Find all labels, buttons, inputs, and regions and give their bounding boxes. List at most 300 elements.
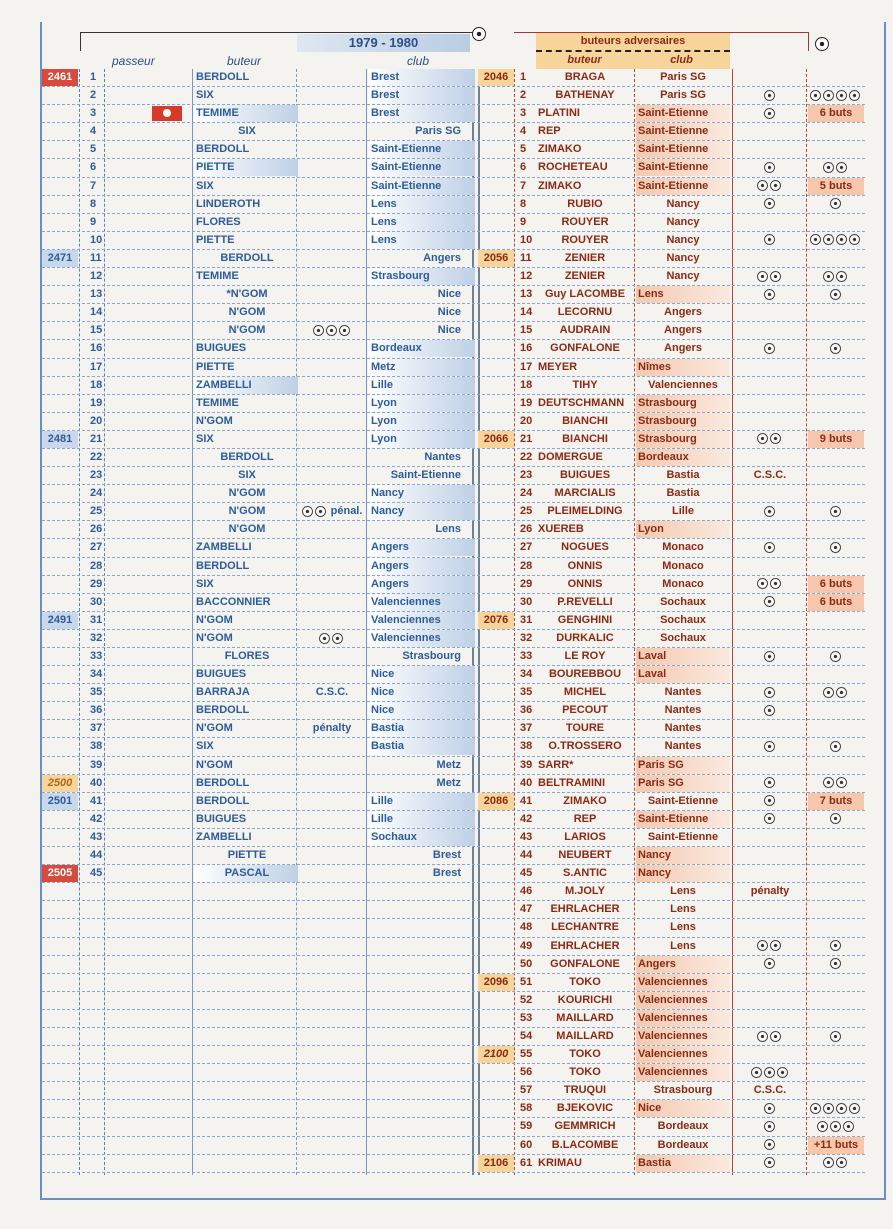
scorer-name: *N'GOM bbox=[226, 288, 268, 301]
conceded-index: 15 bbox=[520, 324, 533, 337]
season-total bbox=[808, 1046, 864, 1063]
opponent-scorer-club: Lens bbox=[670, 939, 696, 952]
table-row bbox=[42, 413, 865, 431]
football-icon bbox=[764, 343, 775, 354]
conceded-note bbox=[734, 232, 806, 249]
scorer-name: BUIGUES bbox=[196, 668, 247, 681]
goal-note bbox=[299, 738, 365, 755]
goal-note bbox=[299, 594, 365, 611]
goal-note bbox=[299, 377, 365, 394]
conceded-total-number: 2066 bbox=[478, 431, 514, 448]
col-header-buteur: buteur bbox=[227, 54, 262, 68]
conceded-index: 20 bbox=[520, 414, 533, 427]
opponent-club: Lille bbox=[368, 377, 475, 394]
football-icon bbox=[332, 633, 343, 644]
opponent-scorer-name: MARCIALIS bbox=[554, 487, 616, 500]
goal-note bbox=[299, 178, 365, 195]
conceded-note bbox=[734, 666, 806, 683]
col-header-club: club bbox=[407, 54, 430, 68]
goal-note bbox=[299, 250, 365, 267]
opponent-scorer-club: Paris SG bbox=[660, 71, 706, 83]
conceded-note bbox=[734, 105, 806, 122]
opponent-scorer-name: O.TROSSERO bbox=[548, 740, 622, 753]
goal-note bbox=[299, 485, 365, 502]
season-total bbox=[808, 1064, 864, 1081]
scorer-name: PIETTE bbox=[194, 159, 298, 176]
season-total bbox=[808, 883, 864, 900]
season-total bbox=[808, 87, 864, 104]
opponent-scorer-club: Angers bbox=[664, 306, 702, 319]
scorer-name: N'GOM bbox=[196, 758, 233, 771]
opponent-club: Saint-Etienne bbox=[368, 141, 475, 158]
football-icon bbox=[764, 777, 775, 788]
conceded-index: 35 bbox=[520, 686, 533, 699]
season-total bbox=[808, 232, 864, 249]
opponent-scorer-club: Nancy bbox=[666, 270, 700, 283]
goal-note bbox=[299, 612, 365, 629]
table-row bbox=[42, 901, 865, 919]
scorer-name: BERDOLL bbox=[196, 143, 250, 156]
goal-index: 35 bbox=[90, 686, 103, 699]
football-icon bbox=[764, 234, 775, 245]
table-row bbox=[42, 87, 865, 105]
conceded-note bbox=[734, 1100, 806, 1117]
table-row bbox=[42, 196, 865, 214]
opponent-scorer-name: Guy LACOMBE bbox=[544, 288, 626, 301]
table-row bbox=[42, 666, 865, 684]
season-total bbox=[808, 956, 864, 973]
scorer-name: N'GOM bbox=[228, 306, 266, 319]
season-total bbox=[808, 1155, 864, 1172]
opponent-scorer-name: RUBIO bbox=[567, 197, 603, 210]
conceded-total-number: 2056 bbox=[478, 250, 514, 267]
football-icon bbox=[764, 506, 775, 517]
football-icon bbox=[830, 542, 841, 553]
conceded-note bbox=[734, 250, 806, 267]
table-row bbox=[42, 1100, 865, 1118]
conceded-index: 12 bbox=[520, 270, 533, 283]
opponent-scorer-name: DURKALIC bbox=[556, 631, 614, 644]
opponent-scorers-title: buteurs adversaires bbox=[536, 33, 730, 52]
conceded-index: 9 bbox=[520, 215, 527, 228]
football-icon bbox=[315, 506, 326, 517]
season-total bbox=[808, 214, 864, 231]
opponent-scorer-name: GEMMRICH bbox=[554, 1120, 616, 1133]
conceded-index: 21 bbox=[520, 432, 533, 445]
football-icon bbox=[757, 180, 768, 191]
goal-note bbox=[299, 793, 365, 810]
goal-note bbox=[299, 304, 365, 321]
conceded-index: 42 bbox=[520, 812, 533, 825]
conceded-note bbox=[734, 449, 806, 466]
season-total bbox=[808, 630, 864, 647]
conceded-index: 18 bbox=[520, 378, 533, 391]
conceded-note bbox=[734, 1155, 806, 1172]
opponent-scorer-club: Nîmes bbox=[636, 359, 730, 376]
season-total bbox=[808, 1028, 864, 1045]
goal-index: 36 bbox=[90, 704, 103, 717]
opponent-scorer-name: ZENIER bbox=[564, 251, 606, 264]
conceded-note bbox=[734, 594, 806, 611]
conceded-note bbox=[734, 648, 806, 665]
table-row bbox=[42, 558, 865, 576]
football-icon bbox=[810, 90, 821, 101]
scorer-name: PIETTE bbox=[227, 849, 267, 862]
scorer-name: BUIGUES bbox=[196, 342, 247, 355]
conceded-note bbox=[734, 196, 806, 213]
season-total bbox=[808, 340, 864, 357]
opponent-scorer-club: Nancy bbox=[636, 847, 730, 864]
season-total bbox=[808, 196, 864, 213]
conceded-index: 30 bbox=[520, 595, 533, 608]
table-row bbox=[42, 539, 865, 557]
opponent-scorer-club: Valenciennes bbox=[636, 974, 730, 991]
conceded-note bbox=[734, 793, 806, 810]
conceded-note: C.S.C. bbox=[753, 1084, 787, 1097]
conceded-index: 11 bbox=[520, 251, 532, 264]
opponent-scorer-club: Lens bbox=[670, 921, 696, 934]
season-total bbox=[808, 775, 864, 792]
goal-index: 1 bbox=[90, 71, 97, 83]
goal-index: 24 bbox=[90, 487, 103, 500]
table-row bbox=[42, 395, 865, 413]
scorer-name: BERDOLL bbox=[196, 704, 250, 717]
table-row bbox=[42, 214, 865, 232]
conceded-note bbox=[734, 159, 806, 176]
scorer-name: BUIGUES bbox=[196, 812, 247, 825]
season-total bbox=[808, 359, 864, 376]
conceded-index: 4 bbox=[520, 125, 527, 138]
opponent-club: Lille bbox=[368, 811, 475, 828]
opponent-scorer-name: DOMERGUE bbox=[538, 450, 603, 463]
football-icon bbox=[770, 433, 781, 444]
goal-note bbox=[299, 268, 365, 285]
table-row bbox=[42, 1082, 865, 1100]
opponent-club: Paris SG bbox=[415, 125, 461, 138]
opponent-club: Angers bbox=[423, 251, 461, 264]
conceded-note bbox=[734, 865, 806, 882]
table-row bbox=[42, 702, 865, 720]
table-row bbox=[42, 377, 865, 395]
table-row bbox=[42, 738, 865, 756]
table-row bbox=[42, 286, 865, 304]
table-row bbox=[42, 521, 865, 539]
football-icon bbox=[849, 1103, 860, 1114]
conceded-index: 34 bbox=[520, 668, 533, 681]
football-icon bbox=[764, 289, 775, 300]
season-total bbox=[808, 666, 864, 683]
conceded-index: 13 bbox=[520, 288, 533, 301]
table-row bbox=[42, 322, 865, 340]
conceded-note bbox=[734, 304, 806, 321]
conceded-index: 38 bbox=[520, 740, 533, 753]
scorer-name: PASCAL bbox=[194, 865, 298, 882]
conceded-note bbox=[734, 413, 806, 430]
football-icon bbox=[849, 90, 860, 101]
goal-note bbox=[299, 576, 365, 593]
conceded-index: 44 bbox=[520, 849, 533, 862]
opponent-scorer-club: Sochaux bbox=[660, 613, 706, 626]
scorer-name: BERDOLL bbox=[196, 559, 250, 572]
conceded-note bbox=[734, 576, 806, 593]
football-icon bbox=[764, 795, 775, 806]
football-icon bbox=[843, 1121, 854, 1132]
goal-index: 26 bbox=[90, 523, 103, 536]
goal-index: 2 bbox=[90, 89, 97, 102]
football-icon bbox=[836, 1157, 847, 1168]
goal-index: 39 bbox=[90, 758, 103, 771]
season-total: 7 buts bbox=[808, 793, 864, 810]
opponent-scorer-club: Nantes bbox=[664, 704, 702, 717]
opponent-scorer-club: Nancy bbox=[636, 865, 730, 882]
opponent-club: Valenciennes bbox=[368, 630, 475, 647]
scorer-name: LINDEROTH bbox=[196, 197, 261, 210]
opponent-scorer-club: Sochaux bbox=[660, 595, 706, 608]
opponent-scorer-club: Lens bbox=[670, 903, 696, 916]
opponent-scorer-name: TOKO bbox=[569, 1048, 601, 1061]
conceded-note bbox=[734, 178, 806, 195]
season-total bbox=[808, 648, 864, 665]
opponent-scorer-club: Saint-Etienne bbox=[636, 811, 730, 828]
conceded-index: 54 bbox=[520, 1029, 533, 1042]
goal-index: 40 bbox=[90, 776, 103, 789]
scorers-table bbox=[42, 69, 865, 1173]
opponent-scorer-club: Bastia bbox=[666, 469, 700, 482]
opponent-scorer-club: Laval bbox=[636, 666, 730, 683]
season-total bbox=[808, 141, 864, 158]
opponent-club: Lens bbox=[435, 523, 461, 536]
opponent-scorer-name: REP bbox=[573, 812, 597, 825]
conceded-index: 49 bbox=[520, 939, 533, 952]
scorer-name: N'GOM bbox=[196, 414, 233, 427]
football-icon bbox=[830, 289, 841, 300]
opponent-scorer-name: LECHANTRE bbox=[551, 921, 619, 934]
football-icon bbox=[830, 343, 841, 354]
football-icon bbox=[823, 687, 834, 698]
opponent-club: Brest bbox=[432, 849, 461, 862]
season-total: 6 buts bbox=[808, 594, 864, 611]
opponent-scorer-club: Paris SG bbox=[636, 775, 730, 792]
goal-note bbox=[299, 340, 365, 357]
season-total bbox=[808, 901, 864, 918]
football-icon bbox=[770, 180, 781, 191]
season-total bbox=[808, 503, 864, 520]
table-row bbox=[42, 69, 865, 87]
conceded-note bbox=[734, 1064, 806, 1081]
scorer-name: TEMIME bbox=[196, 270, 239, 283]
match-total-number: 2505 bbox=[42, 865, 78, 882]
goal-index: 9 bbox=[90, 215, 97, 228]
conceded-note bbox=[734, 847, 806, 864]
opponent-scorer-club: Lens bbox=[636, 286, 730, 303]
scorer-name: TEMIME bbox=[196, 396, 239, 409]
conceded-note bbox=[734, 1046, 806, 1063]
season-total bbox=[808, 304, 864, 321]
conceded-index: 39 bbox=[520, 758, 533, 771]
conceded-total-number: 2096 bbox=[478, 974, 514, 991]
conceded-total-number: 2046 bbox=[478, 69, 514, 86]
football-icon bbox=[823, 90, 834, 101]
season-total bbox=[808, 268, 864, 285]
opponent-scorer-name: PLATINI bbox=[538, 107, 580, 120]
conceded-index: 23 bbox=[520, 469, 533, 482]
opponent-club: Brest bbox=[368, 105, 475, 122]
scorer-name: ZAMBELLI bbox=[196, 541, 252, 554]
opponent-scorer-name: SARR* bbox=[538, 758, 574, 771]
opponent-scorer-name: NOGUES bbox=[561, 541, 609, 554]
scorer-name: SIX bbox=[196, 577, 214, 590]
opponent-scorer-club: Saint-Etienne bbox=[647, 830, 719, 843]
opponent-club: Metz bbox=[368, 359, 475, 376]
conceded-index: 22 bbox=[520, 450, 533, 463]
table-row bbox=[42, 648, 865, 666]
season-total bbox=[808, 69, 864, 86]
goal-index: 29 bbox=[90, 577, 103, 590]
conceded-index: 1 bbox=[520, 71, 527, 83]
table-row bbox=[42, 974, 865, 992]
match-total-number: 2501 bbox=[42, 793, 78, 810]
goal-note bbox=[299, 467, 365, 484]
scorer-name: BARRAJA bbox=[196, 686, 250, 699]
table-row bbox=[42, 304, 865, 322]
conceded-index: 43 bbox=[520, 830, 533, 843]
opponent-club: Bordeaux bbox=[368, 340, 475, 357]
conceded-note bbox=[734, 829, 806, 846]
table-row bbox=[42, 630, 865, 648]
football-icon bbox=[339, 325, 350, 336]
football-icon bbox=[849, 234, 860, 245]
conceded-note bbox=[734, 123, 806, 140]
football-icon bbox=[319, 633, 330, 644]
conceded-index: 8 bbox=[520, 197, 527, 210]
conceded-note bbox=[734, 738, 806, 755]
opponent-club: Metz bbox=[436, 776, 461, 789]
goal-index: 32 bbox=[90, 631, 103, 644]
conceded-note bbox=[734, 938, 806, 955]
opponent-club: Nice bbox=[368, 702, 475, 719]
goal-note bbox=[299, 322, 365, 339]
football-icon bbox=[830, 506, 841, 517]
goal-index: 7 bbox=[90, 179, 97, 192]
opponent-scorers-header bbox=[536, 33, 730, 69]
opponent-scorer-club: Bastia bbox=[666, 487, 700, 500]
season-total bbox=[808, 974, 864, 991]
season-total bbox=[808, 521, 864, 538]
scorer-name: SIX bbox=[238, 125, 256, 138]
conceded-total-number: 2106 bbox=[478, 1155, 514, 1172]
conceded-index: 3 bbox=[520, 107, 527, 120]
football-icon bbox=[836, 234, 847, 245]
football-icon bbox=[757, 433, 768, 444]
conceded-note: pénalty bbox=[750, 885, 790, 898]
conceded-index: 2 bbox=[520, 89, 527, 102]
conceded-index: 52 bbox=[520, 993, 533, 1006]
opponent-scorer-club: Lens bbox=[670, 885, 696, 898]
goal-index: 28 bbox=[90, 559, 103, 572]
season-total bbox=[808, 539, 864, 556]
season-title: 1979 - 1980 bbox=[297, 34, 470, 52]
goal-note bbox=[299, 395, 365, 412]
conceded-index: 51 bbox=[520, 975, 533, 988]
opponent-scorer-club: Strasbourg bbox=[636, 395, 730, 412]
opponent-scorer-club: Nancy bbox=[666, 233, 700, 246]
conceded-index: 25 bbox=[520, 505, 533, 518]
opponent-scorer-name: BJEKOVIC bbox=[556, 1102, 614, 1115]
opponent-club: Saint-Etienne bbox=[390, 469, 461, 482]
conceded-note bbox=[734, 901, 806, 918]
opponent-scorer-club: Nancy bbox=[666, 215, 700, 228]
football-icon bbox=[326, 325, 337, 336]
conceded-index: 37 bbox=[520, 722, 533, 735]
opponent-scorer-name: AUDRAIN bbox=[559, 324, 611, 337]
table-row bbox=[42, 865, 865, 883]
scorer-name: SIX bbox=[196, 740, 214, 753]
table-row bbox=[42, 105, 865, 123]
opponent-scorer-name: TOURE bbox=[565, 722, 605, 735]
season-total bbox=[808, 377, 864, 394]
football-icon bbox=[830, 958, 841, 969]
goal-index: 25 bbox=[90, 505, 103, 518]
goal-note bbox=[299, 159, 365, 176]
goal-index: 38 bbox=[90, 740, 103, 753]
scorer-name: N'GOM bbox=[196, 613, 233, 626]
football-icon bbox=[764, 1103, 775, 1114]
opponent-scorer-club: Valenciennes bbox=[636, 1010, 730, 1027]
season-total bbox=[808, 395, 864, 412]
opponent-scorer-name: GONFALONE bbox=[550, 957, 620, 970]
football-icon bbox=[823, 271, 834, 282]
opponent-club: Nice bbox=[437, 288, 461, 301]
goal-note bbox=[299, 286, 365, 303]
conceded-index: 61 bbox=[520, 1156, 533, 1169]
season-total bbox=[808, 829, 864, 846]
table-row bbox=[42, 829, 865, 847]
football-icon bbox=[823, 1103, 834, 1114]
opponent-scorer-club: Saint-Etienne bbox=[636, 178, 730, 195]
table-row bbox=[42, 1064, 865, 1082]
opponent-scorer-club: Angers bbox=[664, 342, 702, 355]
opponent-scorer-club: Bordeaux bbox=[636, 449, 730, 466]
season-total bbox=[808, 485, 864, 502]
goal-note bbox=[299, 69, 365, 86]
opponent-scorer-name: PLEIMELDING bbox=[547, 505, 623, 518]
goal-note bbox=[299, 558, 365, 575]
goal-index: 20 bbox=[90, 414, 103, 427]
opponent-club: Brest bbox=[432, 867, 461, 880]
table-row bbox=[42, 612, 865, 630]
conceded-index: 10 bbox=[520, 233, 533, 246]
opponent-scorer-name: BATHENAY bbox=[555, 89, 615, 102]
opponent-scorer-club: Valenciennes bbox=[636, 1028, 730, 1045]
goal-index: 31 bbox=[90, 613, 103, 626]
conceded-note bbox=[734, 558, 806, 575]
conceded-index: 16 bbox=[520, 342, 533, 355]
football-icon bbox=[764, 108, 775, 119]
opponent-scorer-name: TRUQUI bbox=[563, 1084, 607, 1097]
football-icon bbox=[764, 596, 775, 607]
football-icon bbox=[764, 741, 775, 752]
opponent-scorer-club: Bordeaux bbox=[657, 1138, 709, 1151]
conceded-note bbox=[734, 1118, 806, 1135]
season-total bbox=[808, 159, 864, 176]
opponent-club: Angers bbox=[368, 539, 475, 556]
football-icon bbox=[764, 542, 775, 553]
opponent-club: Lyon bbox=[368, 413, 475, 430]
table-row bbox=[42, 576, 865, 594]
table-row bbox=[42, 467, 865, 485]
table-row bbox=[42, 1155, 865, 1173]
season-total bbox=[808, 612, 864, 629]
